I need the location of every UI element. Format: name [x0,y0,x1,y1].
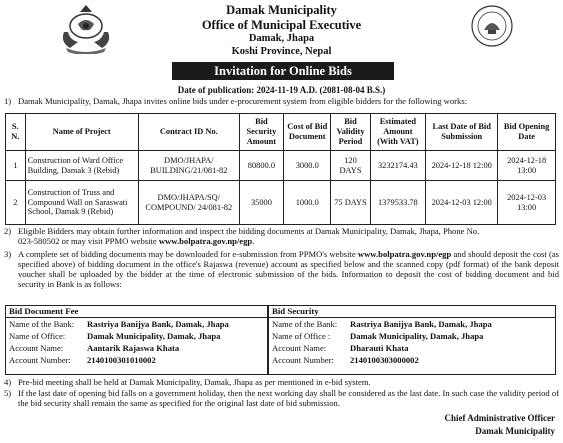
column-header: Bid Opening Date [498,114,556,151]
paragraph-text: 023-580502 or may visit PPMO website [18,236,159,247]
fee-value: Damak Municipality, Damak, Jhapa [87,331,221,341]
bids-table [5,113,556,225]
fee-row-account-number [269,354,555,366]
fee-value: Damak Municipality, Damak, Jhapa [350,331,484,341]
paragraph-number: 2) [4,226,12,236]
cell-opening: 2024-12-03 13:00 [498,181,556,225]
cell-project: Construction of Truss and Compound Wall on Saraswati School, Damak 9 (Rebid) [25,181,138,225]
fee-label: Account Name: [272,343,327,353]
paragraph-text: Eligible Bidders may obtain further information and inspect the bidding documents at Damak Municipality, Damak, Jhapa, Phone No. [18,226,480,236]
office-place: Damak, Jhapa [248,33,315,44]
paragraph-1 [4,96,560,106]
cell-last-date: 2024-12-18 12:00 [426,151,498,181]
table-header-row [6,114,556,151]
cell-contract: DMO/JHAPA/ BUILDING/21/081-82 [138,151,239,181]
cell-cost: 3000.0 [284,151,331,181]
cell-cost: 1000.0 [284,181,331,225]
paragraph-text: Pre-bid meeting shall be held at Damak Municipality, Damak, Jhapa as per mentioned in e-bid system. [18,377,371,387]
fee-value: 2140100303000002 [350,355,419,365]
notice-banner: Invitation for Online Bids [172,62,394,80]
column-header: Estimated Amount (With VAT) [370,114,426,151]
column-header: Name of Project [25,114,138,151]
fee-box-title: Bid Security [269,306,555,318]
fee-label: Account Number: [9,355,71,365]
fee-value: 2140100301010002 [87,355,156,365]
fee-label: Name of the Bank: [9,319,75,329]
bid-security-box [268,305,556,375]
signatory-org: Damak Municipality [475,426,555,436]
fee-label: Name of the Bank: [272,319,338,329]
paragraph-number: 1) [4,96,12,106]
column-header: Bid Validity Period [331,114,370,151]
cell-last-date: 2024-12-03 12:00 [426,181,498,225]
cell-estimated: 1379533.78 [370,181,426,225]
fee-box-title: Bid Document Fee [6,306,267,318]
column-header: S. N. [6,114,26,151]
publication-date: Date of publication: 2024-11-19 A.D. (2081-08-04 B.S.) [177,85,386,95]
paragraph-text: and should deposit the cost (as specified above) of bidding document in the office's Rajaswa (revenue) account as specified below and the scanned copy (pdf format) of the bank deposit voucher shall be uploaded by the bidder at the time of electronic submission of the bids. Information to deposit the cost of bidding document and bid security in Bank is as follows: [18,249,560,290]
cell-estimated: 3232174.43 [370,151,426,181]
fee-row-office [269,330,555,342]
fee-label: Account Name: [9,343,64,353]
fee-value: Aantarik Rajaswa Khata [87,343,180,353]
paragraph-text: . [252,236,255,247]
egp-link[interactable]: www.bolpatra.gov.np/egp [357,249,452,259]
paragraph-text: A complete set of bidding documents may be downloaded for e-submission from PPMO's website [18,249,358,259]
fee-row-account-number [6,354,267,366]
cell-validity: 120 DAYS [331,151,370,181]
cell-security: 80800.0 [239,151,283,181]
fee-value: Rastriya Banijya Bank, Damak, Jhapa [87,319,229,329]
municipality-seal-icon [470,4,514,48]
table-row [6,181,556,225]
fee-row-office [6,330,267,342]
fee-row-account-name [269,342,555,354]
column-header: Last Date of Bid Submission [426,114,498,151]
paragraph-body [18,249,559,290]
paragraph-2 [4,226,559,246]
paragraph-3 [4,249,559,290]
org-name: Damak Municipality [226,3,337,17]
signatory-title: Chief Administrative Officer [444,413,555,423]
paragraph-number: 4) [4,377,12,387]
cell-opening: 2024-12-18 13:00 [498,151,556,181]
paragraph-number: 3) [4,249,12,259]
fee-row-bank [269,318,555,330]
paragraph-text: If the last date of opening bid falls on a government holiday, then the next working day shall be considered as the last date. In such case the validity period of the bid security shall remain the same as specified for the original last date of bid submission. [18,388,559,409]
office-name: Office of Municipal Executive [201,18,362,32]
cell-validity: 75 DAYS [331,181,370,225]
cell-security: 35000 [239,181,283,225]
notice-header [0,0,563,64]
table-row [6,151,556,181]
fee-label: Name of Office: [9,331,66,341]
cell-project: Construction of Ward Office Building, Damak 3 (Rebid) [25,151,138,181]
paragraph-number: 5) [4,388,12,398]
bid-document-fee-box [5,305,268,375]
paragraph-5 [4,388,559,408]
fee-label: Account Number: [272,355,334,365]
column-header: Cost of Bid Document [284,114,331,151]
fee-label: Name of Office : [272,331,331,341]
column-header: Bid Security Amount [239,114,283,151]
fee-value: Rastriya Banijya Bank, Damak, Jhapa [350,319,492,329]
fee-row-bank [6,318,267,330]
paragraph-text: Damak Municipality, Damak, Jhapa invites online bids under e-procurement system from eligible bidders for the following works: [18,96,468,106]
office-province: Koshi Province, Nepal [231,46,332,57]
column-header: Contract ID No. [138,114,239,151]
fee-row-account-name [6,342,267,354]
cell-sn: 2 [6,181,26,225]
egp-link[interactable]: www.bolpatra.gov.np/egp [158,236,253,247]
cell-sn: 1 [6,151,26,181]
paragraph-4 [4,377,559,387]
paragraph-continuation [4,236,559,246]
fee-value: Dharauti Khata [350,343,409,353]
cell-contract: DMO/JHAPA/SQ/ COMPOUND/ 24/081-82 [138,181,239,225]
